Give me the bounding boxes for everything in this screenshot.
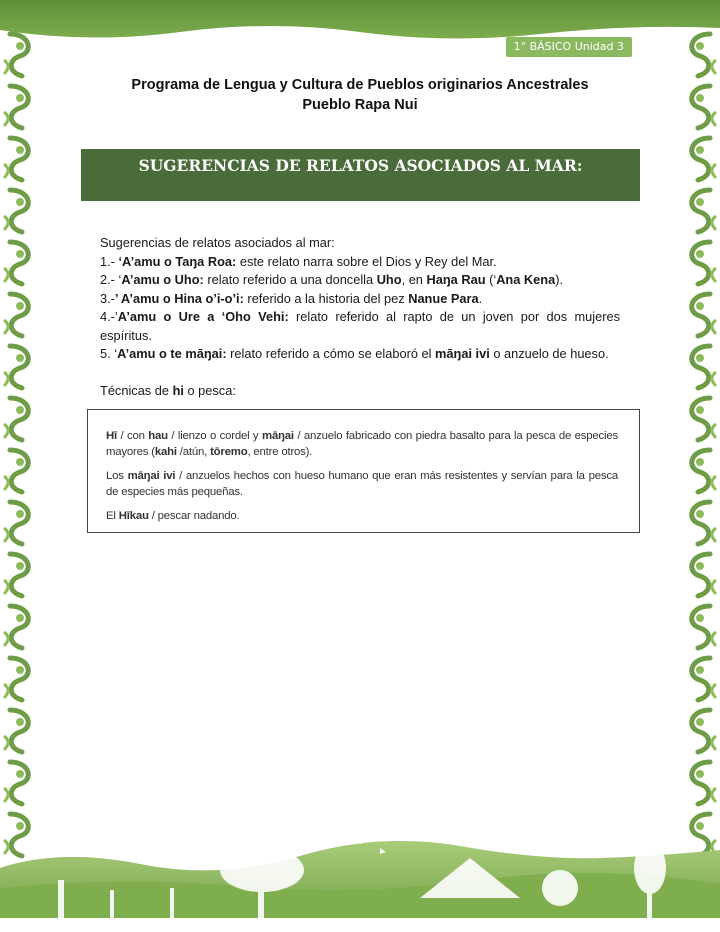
technique-manai-ivi: Los māŋai ivi / anzuelos hechos con hueso humano que eran más resistentes y servían para la pesca de especies más pequeñas.	[106, 470, 618, 498]
landscape-footer-icon	[0, 828, 720, 932]
program-title: Programa de Lengua y Cultura de Pueblos originarios Ancestrales	[131, 77, 589, 93]
people-title: Pueblo Rapa Nui	[302, 97, 418, 113]
technique-hikau: El Hīkau / pescar nadando.	[106, 510, 240, 522]
unit-badge: 1° BÁSICO Unidad 3	[506, 37, 632, 57]
stories-intro: Sugerencias de relatos asociados al mar:	[100, 235, 335, 250]
banner-title: SUGERENCIAS DE RELATOS ASOCIADOS AL MAR:	[138, 156, 583, 175]
story-item-1: 1.- ‘A’amu o Taŋa Roa: este relato narra sobre el Dios y Rey del Mar.	[100, 253, 497, 269]
stories-section	[100, 234, 620, 400]
top-decorative-bar	[0, 0, 720, 40]
techniques-box	[87, 409, 640, 533]
right-border-pattern-icon	[680, 30, 720, 860]
story-item-4-cont: espíritus.	[100, 327, 152, 343]
section-banner	[81, 149, 640, 201]
story-item-4: 4.-’A’amu o Ure a ‘Oho Vehi: relato referido al rapto de un joven por dos mujeres	[100, 309, 620, 324]
story-item-5: 5. ‘A’amu o te māŋai: relato referido a cómo se elaboró el māŋai ivi o anzuelo de hueso.	[100, 346, 609, 361]
techniques-label: Técnicas de hi o pesca:	[100, 382, 236, 398]
left-border-pattern-icon	[0, 30, 40, 860]
story-item-3: 3.-’ A’amu o Hina o’i-o’i: referido a la historia del pez Nanue Para.	[100, 290, 483, 306]
technique-hi: Hī / con hau / lienzo o cordel y māŋai / anzuelo fabricado con piedra basalto para la pesca de especies mayores (kahi /atún, tōremo, entre otros).	[106, 430, 618, 458]
story-item-2: 2.- ‘A’amu o Uho: relato referido a una doncella Uho, en Haŋa Rau (‘Ana Kena).	[100, 272, 564, 287]
